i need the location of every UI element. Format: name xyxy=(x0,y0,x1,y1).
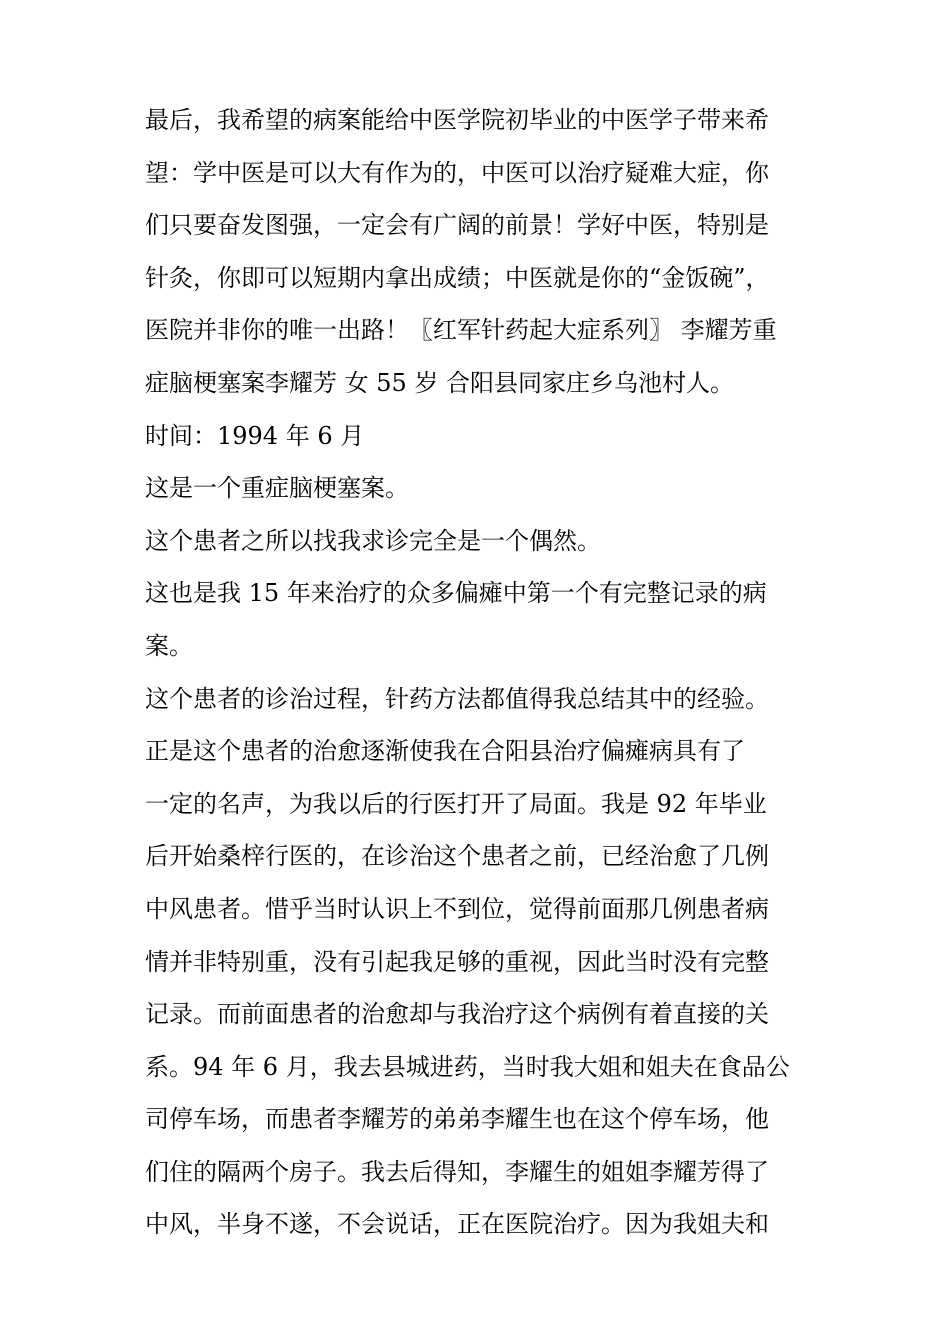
text-line: 系。94 年 6 月，我去县城进药，当时我大姐和姐夫在食品公 xyxy=(145,1052,790,1081)
text-line: 最后，我希望的病案能给中医学院初毕业的中医学子带来希 xyxy=(145,106,769,134)
text-line: 记录。而前面患者的治愈却与我治疗这个病例有着直接的关 xyxy=(145,1000,769,1029)
document-body xyxy=(145,94,815,1251)
text-line: 望：学中医是可以大有作为的，中医可以治疗疑难大症，你 xyxy=(145,158,769,187)
text-line: 症脑梗塞案李耀芳 女 55 岁 合阳县同家庄乡乌池村人。 xyxy=(145,368,735,397)
text-line: 针灸，你即可以短期内拿出成绩；中医就是你的“金饭碗”， xyxy=(145,263,770,292)
text-line: 这是一个重症脑梗塞案。 xyxy=(145,474,409,503)
text-line: 这也是我 15 年来治疗的众多偏瘫中第一个有完整记录的病 xyxy=(145,579,767,608)
text-line: 一定的名声，为我以后的行医打开了局面。我是 92 年毕业 xyxy=(145,789,767,818)
text-line: 时间：1994 年 6 月 xyxy=(145,421,365,450)
text-line: 中风，半身不遂，不会说话，正在医院治疗。因为我姐夫和 xyxy=(145,1210,769,1239)
text-line: 后开始桑梓行医的，在诊治这个患者之前，已经治愈了几例 xyxy=(145,842,769,871)
text-line: 正是这个患者的治愈逐渐使我在合阳县治疗偏瘫病具有了 xyxy=(145,737,745,766)
text-line: 们只要奋发图强，一定会有广阔的前景！学好中医，特别是 xyxy=(145,211,769,240)
text-line: 们住的隔两个房子。我去后得知，李耀生的姐姐李耀芳得了 xyxy=(145,1157,769,1186)
text-line: 这个患者的诊治过程，针药方法都值得我总结其中的经验。 xyxy=(145,684,769,713)
text-line: 案。 xyxy=(145,631,193,660)
text-line: 医院并非你的唯一出路！〖红军针药起大症系列〗 李耀芳重 xyxy=(145,316,777,345)
text-line: 情并非特别重，没有引起我足够的重视，因此当时没有完整 xyxy=(145,947,769,976)
text-line: 这个患者之所以找我求诊完全是一个偶然。 xyxy=(145,526,601,555)
text-line: 司停车场，而患者李耀芳的弟弟李耀生也在这个停车场，他 xyxy=(145,1105,769,1134)
text-line: 中风患者。惜乎当时认识上不到位，觉得前面那几例患者病 xyxy=(145,894,769,923)
